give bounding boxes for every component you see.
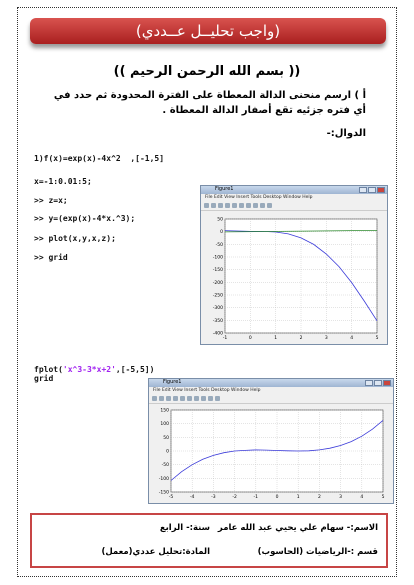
x-tick-label: -4 — [189, 495, 195, 500]
plot-area — [201, 211, 385, 343]
pan-icon[interactable] — [246, 203, 251, 208]
y-tick-label: 50 — [163, 435, 169, 441]
close-button[interactable] — [377, 187, 385, 193]
functions-label: الدوال:- — [326, 128, 366, 139]
x-tick-label: -2 — [232, 495, 237, 500]
new-icon[interactable] — [204, 203, 209, 208]
x-tick-label: 3 — [339, 495, 343, 500]
minimize-button[interactable] — [365, 380, 373, 386]
student-year: سنة:- الرابع — [159, 523, 210, 533]
rotate-icon[interactable] — [253, 203, 258, 208]
student-name: الاسم:- سهام علي يحيي عبد الله عامر — [217, 523, 378, 533]
rotate-icon[interactable] — [201, 396, 206, 401]
x-tick-label: 2 — [299, 336, 303, 341]
zoom-out-icon[interactable] — [239, 203, 244, 208]
menu-bar[interactable]: File Edit View Insert Tools Desktop Window Help — [205, 195, 313, 200]
toolbar[interactable] — [201, 201, 387, 211]
maximize-button[interactable] — [374, 380, 382, 386]
legend-icon[interactable] — [267, 203, 272, 208]
code-fplot-string: 'x^3-3*x+2' — [62, 365, 116, 374]
code-line: >> y=(exp(x)-4*x.^3); — [34, 214, 136, 223]
x-tick-label: 4 — [360, 495, 364, 500]
x-tick-label: 0 — [248, 336, 252, 341]
code-fplot-prefix: fplot( — [34, 365, 63, 374]
code-line: x=-1:0.01:5; — [34, 177, 92, 186]
code-fplot-suffix: ,[-5,5]) — [115, 365, 155, 374]
student-info-box — [30, 513, 388, 568]
save-icon[interactable] — [166, 396, 171, 401]
code-line: >> grid — [34, 253, 68, 262]
y-tick-label: -50 — [215, 242, 223, 248]
y-tick-label: -250 — [212, 293, 223, 299]
y-tick-label: 50 — [217, 217, 223, 223]
y-tick-label: 0 — [166, 449, 169, 455]
open-icon[interactable] — [211, 203, 216, 208]
x-tick-label: 0 — [275, 495, 279, 500]
y-tick-label: 0 — [220, 230, 223, 236]
datatip-icon[interactable] — [260, 203, 265, 208]
y-tick-label: -100 — [158, 476, 169, 482]
pan-icon[interactable] — [194, 396, 199, 401]
minimize-button[interactable] — [359, 187, 367, 193]
question-text: أ ) ارسم منحنى الدالة المعطاة على الفترة المحدودة ثم حدد في أي فتره جزئيه تقع أصفار الدالة المعطاة . — [53, 90, 366, 116]
y-tick-label: -350 — [212, 318, 223, 324]
zoom-out-icon[interactable] — [187, 396, 192, 401]
x-tick-label: 1 — [296, 495, 300, 500]
x-tick-label: 1 — [274, 336, 278, 341]
y-tick-label: -200 — [212, 280, 223, 286]
code-line-fplot — [34, 365, 154, 374]
window-controls[interactable] — [365, 380, 391, 386]
code-line: 1)f(x)=exp(x)-4x^2 ,[-1,5] — [34, 154, 165, 163]
figure-window-1 — [200, 185, 388, 345]
code-line: >> z=x; — [34, 196, 68, 205]
zoom-in-icon[interactable] — [232, 203, 237, 208]
y-tick-label: 150 — [160, 408, 169, 414]
close-button[interactable] — [383, 380, 391, 386]
x-tick-label: 5 — [381, 495, 385, 500]
window-controls[interactable] — [359, 187, 385, 193]
y-tick-label: -100 — [212, 255, 223, 261]
open-icon[interactable] — [159, 396, 164, 401]
print-icon[interactable] — [173, 396, 178, 401]
title-bar — [149, 379, 393, 387]
y-tick-label: 100 — [160, 422, 169, 428]
figure-window-2 — [148, 378, 394, 504]
datatip-icon[interactable] — [208, 396, 213, 401]
x-tick-label: -1 — [253, 495, 259, 500]
save-icon[interactable] — [218, 203, 223, 208]
window-title: Figure1 — [163, 379, 182, 385]
print-icon[interactable] — [225, 203, 230, 208]
x-tick-label: 4 — [350, 336, 354, 341]
y-tick-label: -50 — [161, 463, 169, 469]
x-tick-label: 5 — [375, 336, 379, 341]
legend-icon[interactable] — [215, 396, 220, 401]
y-tick-label: -150 — [212, 268, 223, 274]
zoom-in-icon[interactable] — [180, 396, 185, 401]
y-tick-label: -300 — [212, 306, 223, 312]
new-icon[interactable] — [152, 396, 157, 401]
x-tick-label: 2 — [317, 495, 321, 500]
x-tick-label: -5 — [168, 495, 174, 500]
maximize-button[interactable] — [368, 187, 376, 193]
y-tick-label: -150 — [158, 490, 169, 496]
page-title: (واجب تحليــل عــددي) — [30, 18, 386, 44]
title-bar — [201, 186, 387, 194]
code-line: grid — [34, 374, 54, 383]
basmala: (( بسم الله الرحمن الرحيم )) — [113, 64, 301, 79]
x-tick-label: -3 — [211, 495, 216, 500]
subject: المادة:تحليل عددي(معمل) — [101, 547, 210, 557]
x-tick-label: -1 — [222, 336, 228, 341]
plot-area — [149, 404, 391, 502]
y-tick-label: -400 — [212, 331, 223, 337]
x-tick-label: 3 — [324, 336, 328, 341]
menu-bar[interactable]: File Edit View Insert Tools Desktop Window Help — [153, 388, 261, 393]
code-line: >> plot(x,y,x,z); — [34, 234, 116, 243]
window-title: Figure1 — [215, 186, 234, 192]
toolbar[interactable] — [149, 394, 393, 404]
department: قسم :-الرياضيات (الحاسوب) — [257, 547, 378, 557]
